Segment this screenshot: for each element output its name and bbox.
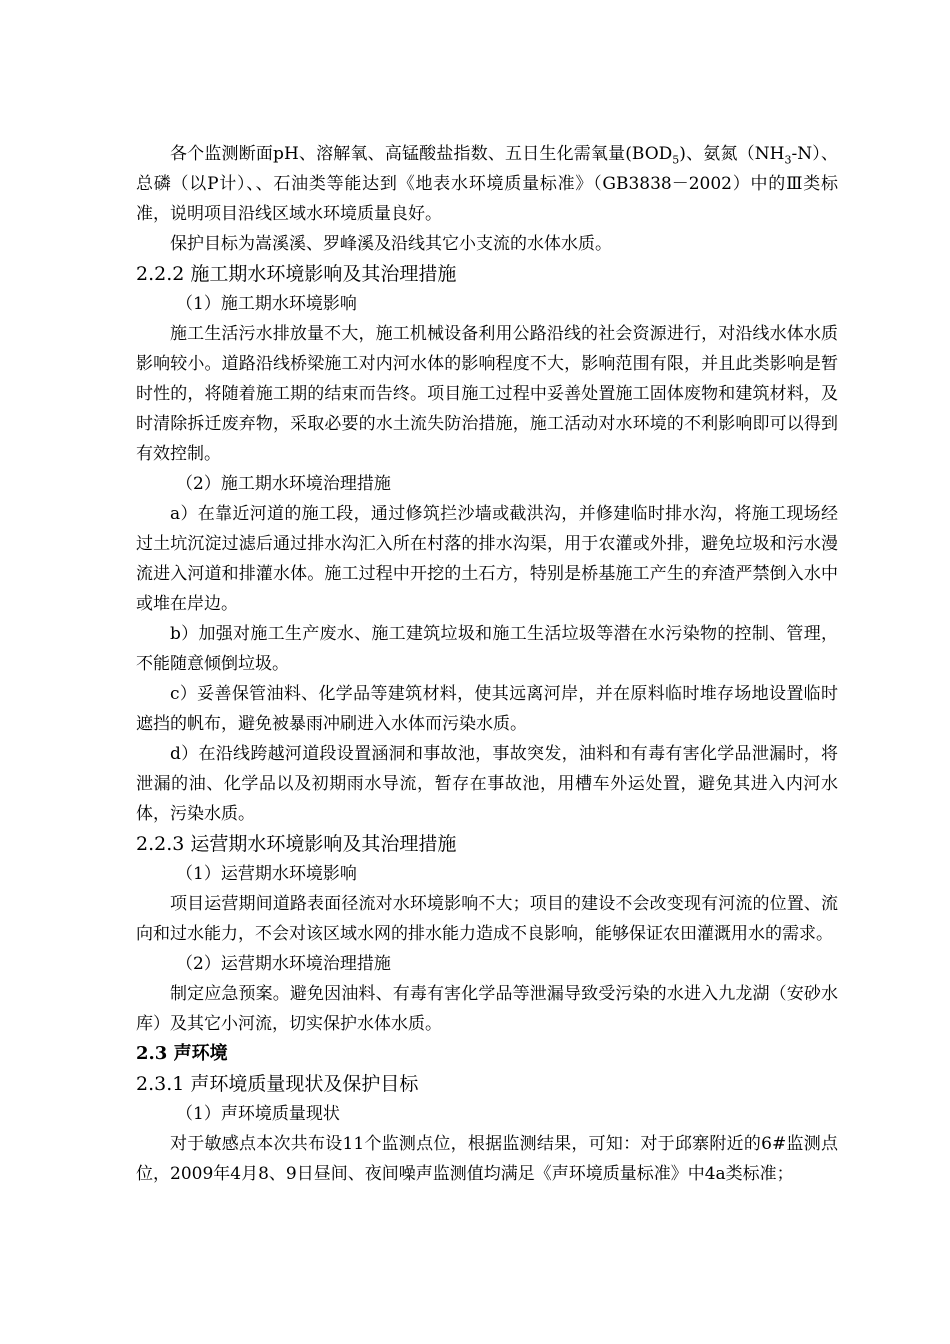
intro-paragraph-2: 保护目标为嵩溪溪、罗峰溪及沿线其它小支流的水体水质。: [170, 234, 612, 254]
text-run: 各个监测断面pH、溶解氧、高锰酸盐指数、五日生化需氧量(BOD: [170, 144, 673, 164]
document-page: [136, 139, 838, 1189]
text-run: )、氨氮（NH: [679, 144, 785, 164]
subscript: 5: [672, 153, 680, 167]
subheading-operation-measures: （2）运营期水环境治理措施: [176, 954, 391, 974]
paragraph-operation-impact: 项目运营期间道路表面径流对水环境影响不大；项目的建设不会改变现有河流的位置、流向和过水能力，不会对该区域水网的排水能力造成不良影响，能够保证农田灌溉用水的需求。: [136, 894, 838, 944]
subheading-operation-impact: （1）运营期水环境影响: [176, 864, 357, 884]
subheading-noise-status: （1）声环境质量现状: [176, 1104, 340, 1124]
paragraph-operation-measures: 制定应急预案。避免因油料、有毒有害化学品等泄漏导致受污染的水进入九龙湖（安砂水库）及其它小河流，切实保护水体水质。: [136, 984, 838, 1034]
measure-c: c）妥善保管油料、化学品等建筑材料，使其远离河岸，并在原料临时堆存场地设置临时遮挡的帆布，避免被暴雨冲刷进入水体而污染水质。: [136, 684, 838, 734]
intro-paragraph-1: [136, 139, 838, 229]
section-2-2-3-heading: 2.2.3 运营期水环境影响及其治理措施: [136, 833, 457, 855]
subheading-construction-measures: （2）施工期水环境治理措施: [176, 474, 391, 494]
measure-b: b）加强对施工生产废水、施工建筑垃圾和施工生活垃圾等潜在水污染物的控制、管理，不能随意倾倒垃圾。: [136, 624, 838, 674]
measure-a: a）在靠近河道的施工段，通过修筑拦沙墙或截洪沟，并修建临时排水沟，将施工现场经过土坑沉淀过滤后通过排水沟汇入所在村落的排水沟渠，用于农灌或外排，避免垃圾和污水漫流进入河道和排灌水体。施工过程中开挖的土石方，特别是桥基施工产生的弃渣严禁倒入水中或堆在岸边。: [136, 504, 838, 614]
section-2-3-1-heading: 2.3.1 声环境质量现状及保护目标: [136, 1073, 419, 1095]
paragraph-noise-status: 对于敏感点本次共布设11个监测点位，根据监测结果，可知：对于邱寨附近的6#监测点位，2009年4月8、9日昼间、夜间噪声监测值均满足《声环境质量标准》中4a类标准；: [136, 1134, 838, 1184]
subscript: 3: [784, 153, 792, 167]
text-run: -N）、总磷（以P计）、、石油类等能达到《地表水环境质量标准》（GB3838－2002）中的Ⅲ类标准，说明项目沿线区域水环境质量良好。: [136, 144, 838, 224]
subheading-construction-impact: （1）施工期水环境影响: [176, 294, 357, 314]
section-2-2-2-heading: 2.2.2 施工期水环境影响及其治理措施: [136, 263, 457, 285]
paragraph-construction-impact: 施工生活污水排放量不大，施工机械设备利用公路沿线的社会资源进行，对沿线水体水质影响较小。道路沿线桥梁施工对内河水体的影响程度不大，影响范围有限，并且此类影响是暂时性的，将随着施工期的结束而告终。项目施工过程中妥善处置施工固体废物和建筑材料，及时清除拆迁废弃物，采取必要的水土流失防治措施，施工活动对水环境的不利影响即可以得到有效控制。: [136, 324, 838, 464]
measure-d: d）在沿线跨越河道段设置涵洞和事故池，事故突发，油料和有毒有害化学品泄漏时，将泄漏的油、化学品以及初期雨水导流，暂存在事故池，用槽车外运处置，避免其进入内河水体，污染水质。: [136, 744, 838, 824]
section-2-3-heading: 2.3 声环境: [136, 1043, 228, 1064]
